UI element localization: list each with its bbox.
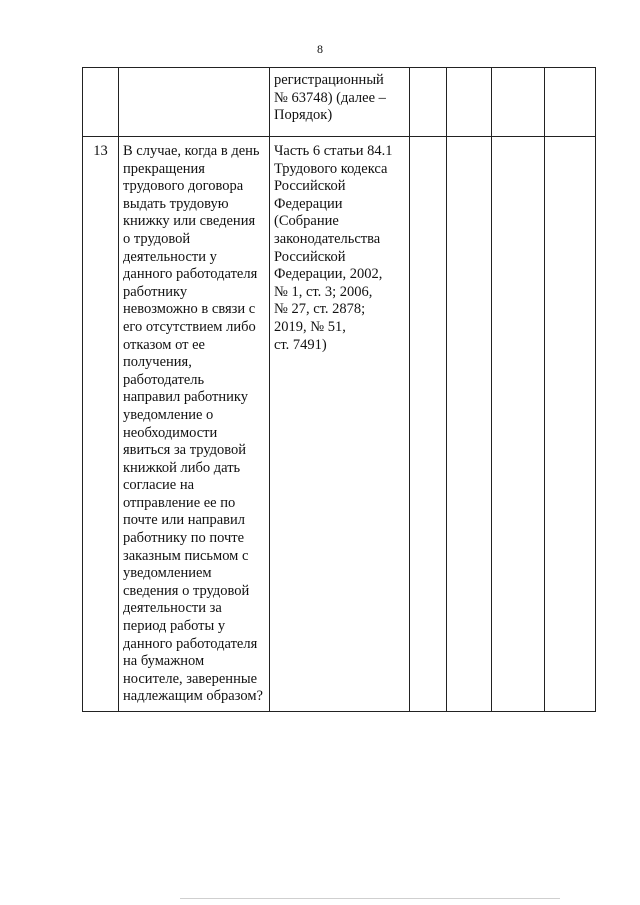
answer-yes-cell bbox=[410, 137, 447, 712]
row-number-cell bbox=[83, 68, 119, 137]
scan-edge-line bbox=[180, 898, 560, 899]
reference-cell: Часть 6 статьи 84.1 Трудового кодекса Российской Федерации (Собрание законодательства Российской Федерации, 2002, № 1, ст. 3; 2006, № 27, ст. 2878; 2019, № 51, ст. 7491) bbox=[270, 137, 410, 712]
answer-na-cell bbox=[492, 137, 545, 712]
table-row-continuation bbox=[83, 68, 596, 137]
table-row-13 bbox=[83, 137, 596, 712]
note-cell bbox=[545, 137, 596, 712]
question-cell: В случае, когда в день прекращения трудового договора выдать трудовую книжку или сведения о трудовой деятельности у данного работодателя работнику невозможно в связи с его отсутствием либо отказом от ее получения, работодатель направил работнику уведомление о необходимости явиться за трудовой книжкой либо дать согласие на отправление ее по почте или направил работнику по почте заказным письмом с уведомлением сведения о трудовой деятельности за период работы у данного работодателя на бумажном носителе, заверенные надлежащим образом? bbox=[119, 137, 270, 712]
answer-yes-cell bbox=[410, 68, 447, 137]
checklist-table bbox=[82, 67, 596, 712]
reference-cell: регистрационный № 63748) (далее – Порядок) bbox=[270, 68, 410, 137]
answer-na-cell bbox=[492, 68, 545, 137]
answer-no-cell bbox=[447, 137, 492, 712]
answer-no-cell bbox=[447, 68, 492, 137]
note-cell bbox=[545, 68, 596, 137]
row-number-cell: 13 bbox=[83, 137, 119, 712]
question-cell bbox=[119, 68, 270, 137]
page-number: 8 bbox=[317, 42, 323, 56]
